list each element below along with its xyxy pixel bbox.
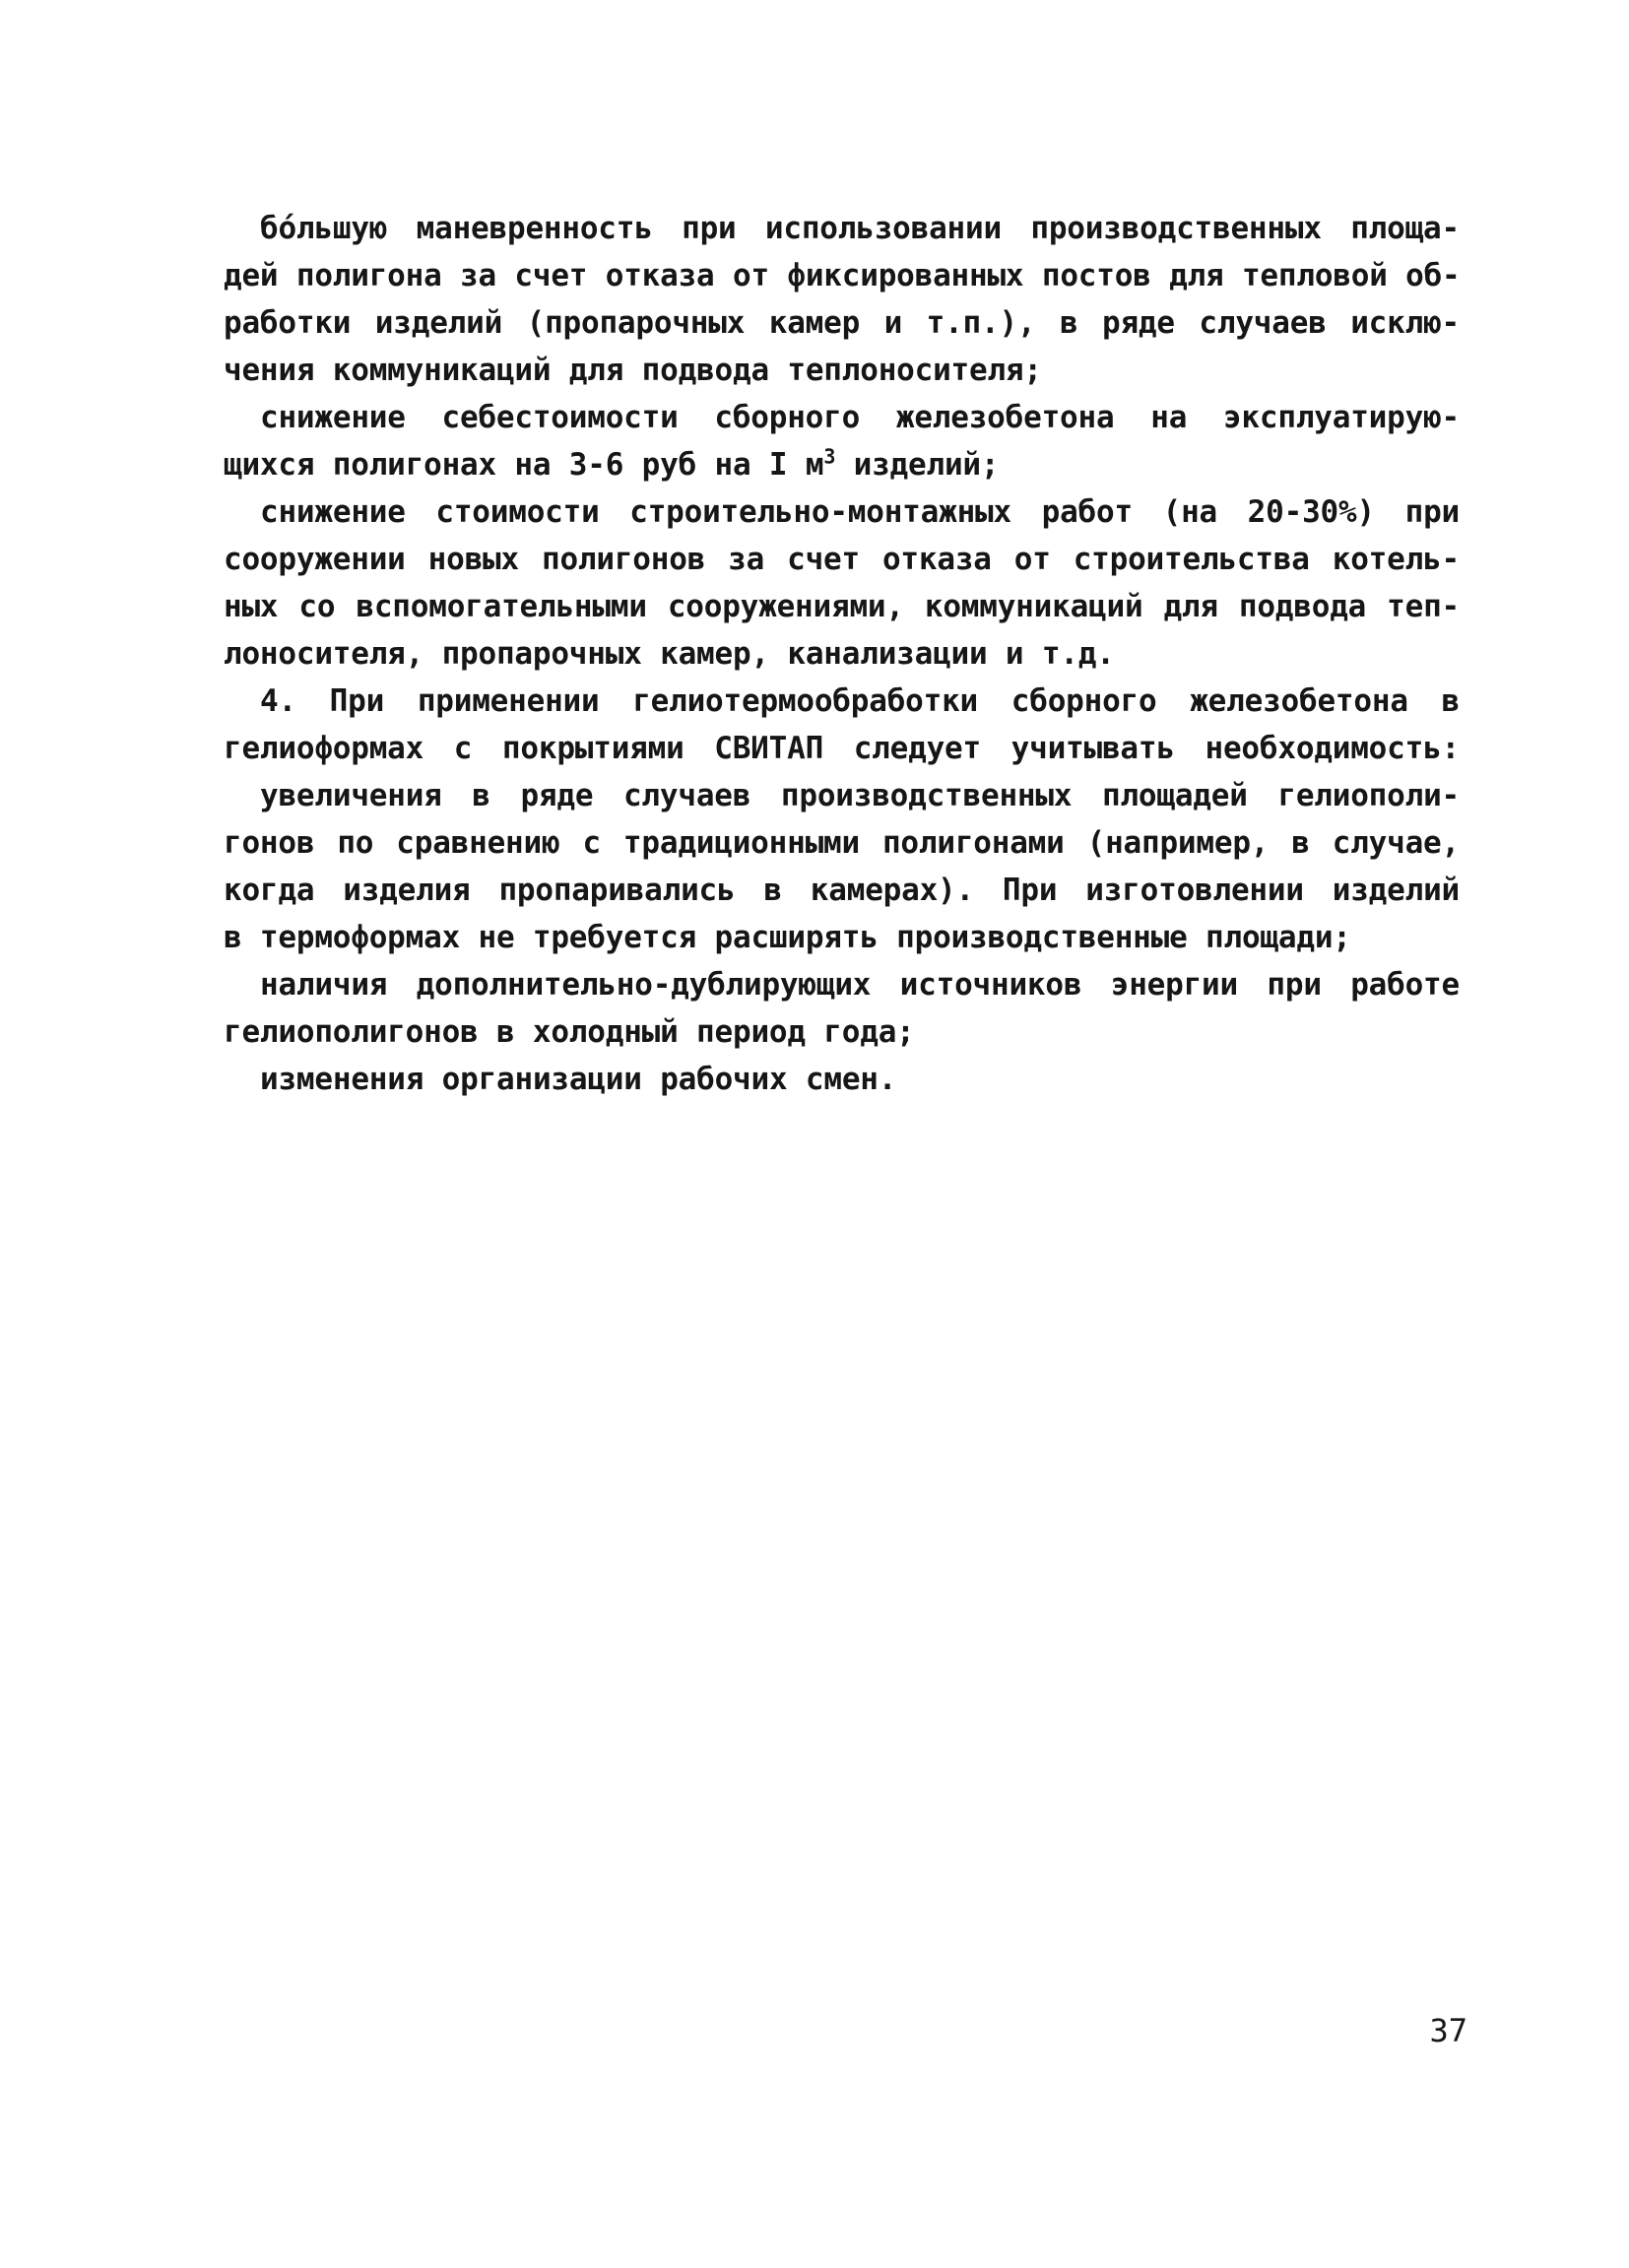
text-line: гелиополигонов в холодный период года; (224, 1014, 915, 1050)
text-line-with-superscript (224, 441, 1460, 488)
text-line-part: щихся полигонах на 3-6 руб на I м (224, 447, 824, 483)
text-line: чения коммуникаций для подвода теплоносителя; (224, 353, 1042, 388)
text-line: ных со вспомогательными сооружениями, коммуникаций для подвода теп- (224, 589, 1460, 624)
text-line: снижение стоимости строительно-монтажных работ (на 20-30%) при (260, 494, 1460, 530)
text-line: снижение себестоимости сборного железобетона на эксплуатирую- (260, 400, 1460, 435)
text-line: гонов по сравнению с традиционными полигонами (например, в случае, (224, 825, 1460, 861)
text-line: когда изделия пропаривались в камерах). При изготовлении изделий (224, 873, 1460, 908)
text-line: лоносителя, пропарочных камер, канализации и т.д. (224, 636, 1115, 672)
text-line: 4. При применении гелиотермообработки сборного железобетона в (260, 683, 1460, 719)
page-number: 37 (1429, 2012, 1467, 2049)
text-line: сооружении новых полигонов за счет отказа от строительства котель- (224, 542, 1460, 577)
body-text (224, 205, 1460, 1103)
superscript-3: 3 (823, 444, 836, 469)
text-line: в термоформах не требуется расширять производственные площади; (224, 920, 1351, 955)
text-line: наличия дополнительно-дублирующих источников энергии при работе (260, 967, 1460, 1003)
text-line: увеличения в ряде случаев производственных площадей гелиополи- (260, 778, 1460, 813)
text-line: работки изделий (пропарочных камер и т.п.), в ряде случаев исклю- (224, 305, 1460, 341)
text-line-part: изделий; (835, 447, 1000, 483)
text-line: дей полигона за счет отказа от фиксированных постов для тепловой об- (224, 258, 1461, 293)
text-line: бо́льшую маневренность при использовании производственных площа- (260, 211, 1460, 246)
text-line: гелиоформах с покрытиями СВИТАП следует учитывать необходимость: (224, 731, 1460, 766)
text-line: изменения организации рабочих смен. (260, 1062, 897, 1097)
